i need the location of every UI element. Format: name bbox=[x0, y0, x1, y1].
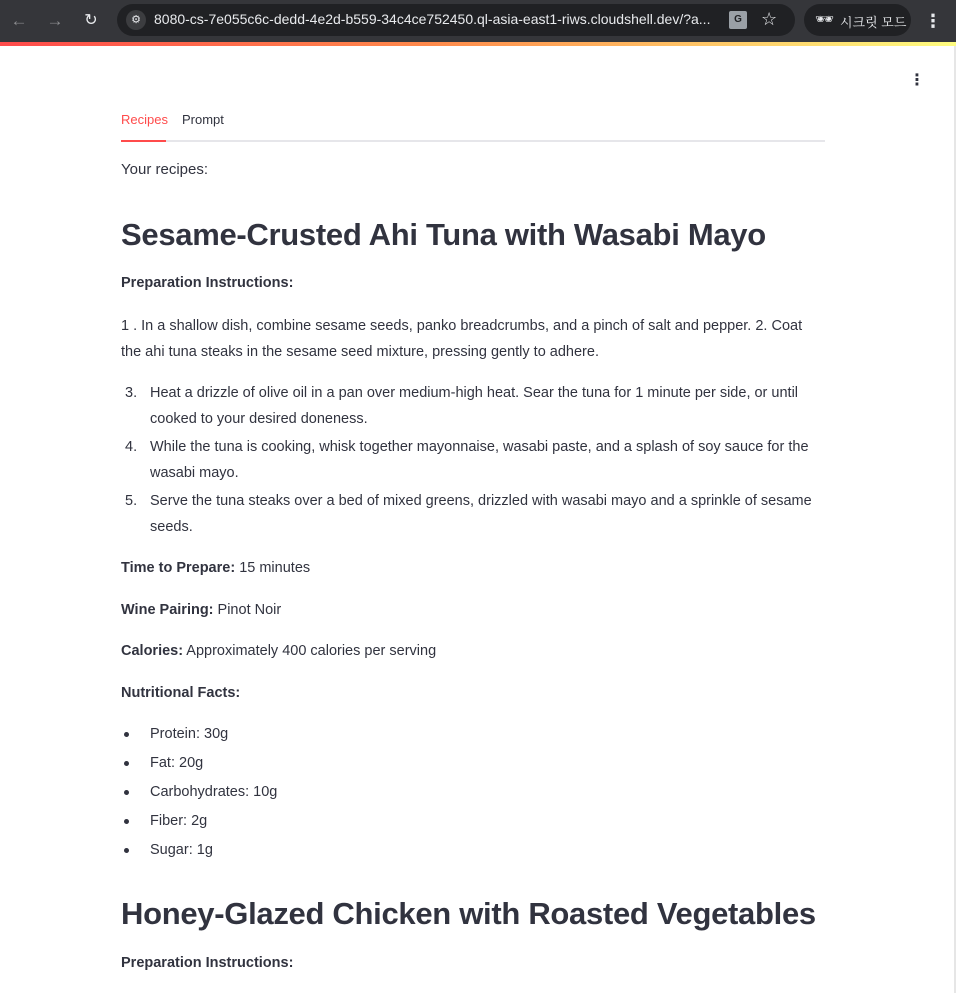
prep-steps-list bbox=[121, 380, 825, 542]
kebab-menu-icon: ⋮ bbox=[909, 72, 925, 89]
forward-button[interactable] bbox=[42, 8, 68, 34]
prep-instructions-label: Preparation Instructions: bbox=[121, 275, 294, 291]
list-item: Carbohydrates: 10g bbox=[121, 778, 277, 807]
nutrition-list bbox=[121, 720, 277, 865]
tab-recipes[interactable]: Recipes bbox=[121, 112, 168, 127]
prep-instructions-label: Preparation Instructions: bbox=[121, 955, 294, 971]
list-item: Sugar: 1g bbox=[121, 836, 277, 865]
prep-paragraph: 1 . In a shallow dish, combine sesame seeds, panko breadcrumbs, and a pinch of salt and pepper. 2. Coat the ahi tuna steaks in the sesame seed mixture, pressing gently to adhere. bbox=[121, 318, 803, 360]
list-item: Fiber: 2g bbox=[121, 807, 277, 836]
tab-divider bbox=[121, 140, 825, 142]
app-main-menu-button[interactable] bbox=[909, 68, 925, 94]
reload-button[interactable] bbox=[78, 8, 104, 34]
main-content bbox=[121, 46, 825, 971]
back-arrow-icon: ← bbox=[10, 11, 28, 30]
tab-bar bbox=[121, 46, 825, 142]
wine-pairing: Wine Pairing: Pinot Noir bbox=[121, 602, 282, 618]
list-item: Protein: 30g bbox=[121, 720, 277, 749]
time-to-prepare: Time to Prepare: 15 minutes bbox=[121, 560, 311, 576]
incognito-icon: 🕶 bbox=[815, 11, 835, 28]
incognito-mode-button[interactable] bbox=[804, 4, 911, 36]
browser-toolbar bbox=[0, 0, 956, 42]
recipe-title: Sesame-Crusted Ahi Tuna with Wasabi Mayo bbox=[121, 217, 766, 252]
browser-menu-button[interactable] bbox=[924, 8, 942, 34]
bookmark-star-icon[interactable]: ☆ bbox=[761, 9, 778, 29]
forward-arrow-icon: → bbox=[46, 11, 64, 30]
list-item: 3. Heat a drizzle of olive oil in a pan over medium-high heat. Sear the tuna for 1 minute per side, or until cooked to your desired doneness. bbox=[125, 385, 799, 427]
calories: Calories: Approximately 400 calories per serving bbox=[121, 643, 437, 659]
tab-prompt[interactable]: Prompt bbox=[182, 112, 224, 127]
list-item: 4. While the tuna is cooking, whisk together mayonnaise, wasabi paste, and a splash of soy sauce for the wasabi mayo. bbox=[125, 439, 809, 481]
recipe-title: Honey-Glazed Chicken with Roasted Vegetables bbox=[121, 896, 816, 931]
intro-text: Your recipes: bbox=[121, 161, 208, 178]
kebab-menu-icon: ⋮ bbox=[924, 11, 942, 31]
nutritional-facts-label: Nutritional Facts: bbox=[121, 685, 241, 701]
list-item: Fat: 20g bbox=[121, 749, 277, 778]
back-button[interactable] bbox=[6, 8, 32, 34]
site-info-icon[interactable]: ⚙ bbox=[126, 10, 146, 30]
active-tab-indicator bbox=[121, 140, 166, 142]
translate-icon[interactable]: G bbox=[729, 11, 747, 29]
reload-icon: ↻ bbox=[84, 12, 98, 29]
url-text[interactable]: 8080-cs-7e055c6c-dedd-4e2d-b559-34c4ce752450.ql-asia-east1-riws.cloudshell.dev/?a... bbox=[154, 11, 711, 27]
incognito-label: 시크릿 모드 bbox=[840, 15, 907, 30]
list-item: 5. Serve the tuna steaks over a bed of mixed greens, drizzled with wasabi mayo and a sprinkle of sesame seeds. bbox=[125, 493, 812, 535]
address-bar[interactable] bbox=[117, 4, 795, 36]
